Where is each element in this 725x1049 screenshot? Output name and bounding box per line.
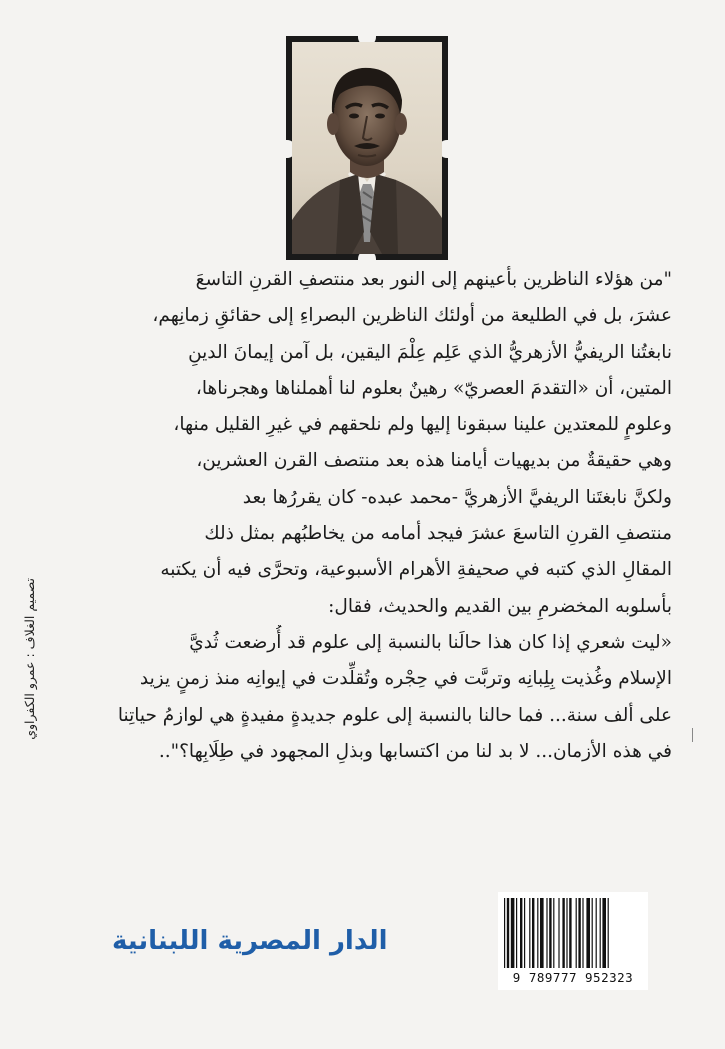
barcode-bar bbox=[537, 898, 538, 968]
barcode-bar bbox=[592, 898, 593, 968]
text-line: الإسلام وغُذيت بِلِبانِه وتربَّت في حِجْره وتُقلِّدت في إيوانِه منذ زمنٍ يزيد bbox=[139, 668, 672, 690]
barcode-bar bbox=[532, 898, 534, 968]
text-line: المقالِ الذي كتبه في صحيفةِ الأهرام الأسبوعية، وتحرَّى فيه أن يكتبه bbox=[160, 559, 672, 581]
text-line: وعلومٍ للمعتدين علينا سبقونا إليها ولم نلحقهم في غيرِ القليل منها، bbox=[173, 414, 672, 436]
isbn-barcode bbox=[498, 892, 648, 990]
text-line: في هذه الأزمان... لا بد لنا من اكتسابها وبذلِ المجهود في طِلَابِها؟".. bbox=[158, 740, 672, 762]
barcode-bar bbox=[520, 898, 522, 968]
barcode-bar bbox=[511, 898, 515, 968]
text-line: نابغتُنا الريفيُّ الأزهريُّ الذي عَلِم عِلْمَ اليقين، بل آمن إيمانَ الدينِ bbox=[188, 341, 672, 363]
barcode-bar bbox=[549, 898, 551, 968]
barcode-bar bbox=[546, 898, 547, 968]
barcode-bar bbox=[582, 898, 583, 968]
text-line: "من هؤلاء الناظرين بأعينهم إلى النور بعد منتصفِ القرنِ التاسعَ bbox=[195, 269, 672, 290]
author-portrait bbox=[292, 42, 442, 254]
barcode-bar bbox=[602, 898, 606, 968]
barcode-bar bbox=[507, 898, 509, 968]
barcode-bar bbox=[608, 898, 609, 968]
cover-design-credit: تصميم الغلاف : عمرو الكفراوي bbox=[22, 578, 37, 740]
text-line: منتصفِ القرنِ التاسعَ عشرَ فيجد أمامه من يخاطبُهم بمثل ذلك bbox=[204, 523, 672, 545]
text-line: ولكنَّ نابغتَنا الريفيَّ الأزهريَّ -محمد عبده- كان يقررُها بعد bbox=[242, 486, 672, 508]
barcode-bar bbox=[529, 898, 530, 968]
barcode-bar bbox=[586, 898, 590, 968]
text-line: على ألف سنة... فما حالنا بالنسبة إلى علوم جديدةٍ مفيدةٍ هي لوازمُ حياتِنا bbox=[117, 704, 672, 726]
barcode-bar bbox=[578, 898, 580, 968]
text-line: بأسلوبه المخضرمِ بين القديم والحديث، فقال: bbox=[328, 595, 672, 617]
isbn-number: 9 789777 952323 bbox=[512, 970, 634, 985]
barcode-bar bbox=[576, 898, 577, 968]
barcode-bar bbox=[566, 898, 567, 968]
text-line: «ليت شعري إذا كان هذا حالَنا بالنسبة إلى علوم قد أُرضعت ثُديَّ bbox=[189, 631, 672, 653]
barcode-bar bbox=[596, 898, 597, 968]
barcode-bar bbox=[562, 898, 564, 968]
text-line: المتين، أن «التقدمَ العصريّ» رهينٌ بعلوم لنا أهملناها وهجرناها، bbox=[195, 377, 672, 399]
barcode-bar bbox=[540, 898, 544, 968]
barcode-bar bbox=[558, 898, 559, 968]
barcode-bar bbox=[516, 898, 517, 968]
barcode-bar bbox=[504, 898, 505, 968]
barcode-bar bbox=[600, 898, 601, 968]
quotation-text bbox=[110, 262, 672, 770]
text-line: عشرَ، بل في الطليعة من أولئك الناظرين البصراءِ إلى حقائقِ زمانِهم، bbox=[152, 305, 672, 327]
barcode-bar bbox=[524, 898, 525, 968]
margin-tick-mark bbox=[692, 728, 693, 742]
barcode-bar bbox=[553, 898, 554, 968]
barcode-bar bbox=[569, 898, 571, 968]
portrait-illustration bbox=[292, 42, 442, 254]
publisher-logo: الدار المصرية اللبنانية bbox=[112, 926, 388, 956]
text-line: وهي حقيقةٌ من بديهيات أيامنا هذه بعد منتصف القرن العشرين، bbox=[196, 450, 672, 472]
portrait-frame bbox=[286, 36, 448, 260]
barcode-bars bbox=[502, 898, 644, 968]
